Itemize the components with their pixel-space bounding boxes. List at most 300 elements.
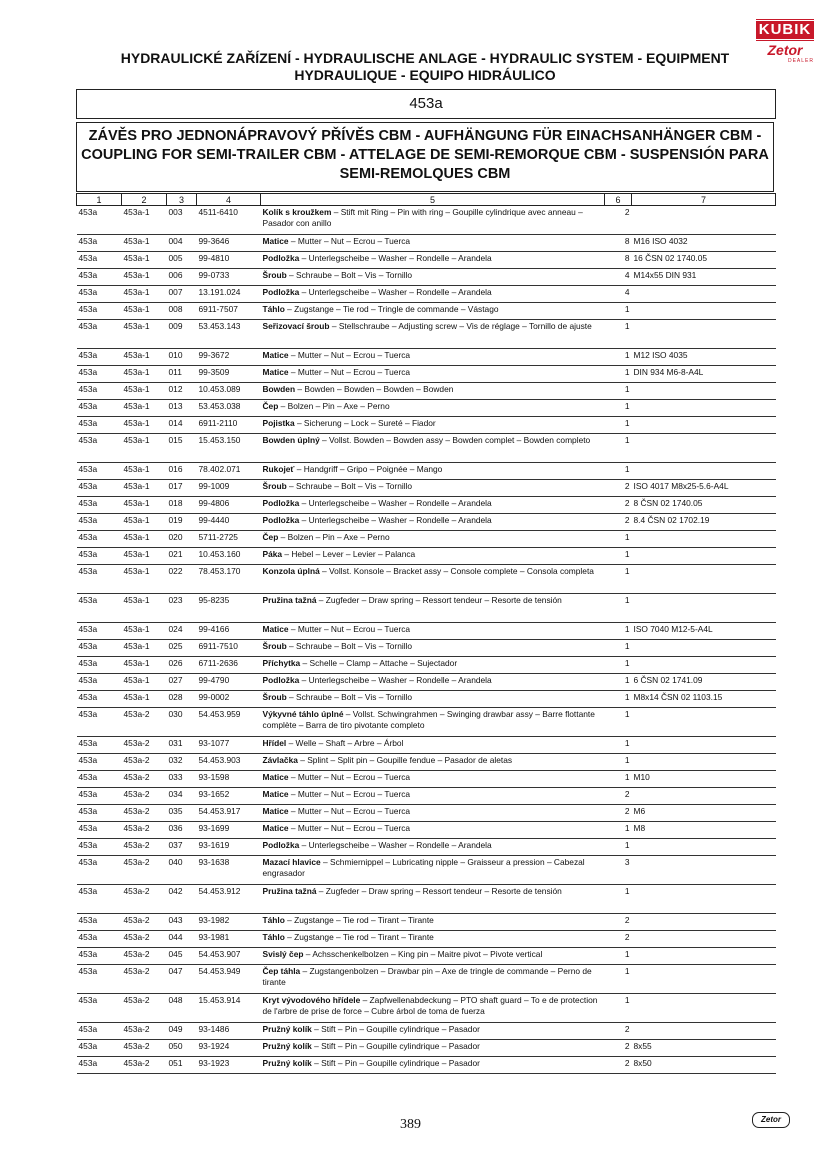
cell-qty: 1 (605, 531, 632, 548)
cell-c3: 024 (167, 623, 197, 640)
cell-c3: 044 (167, 931, 197, 948)
part-name: Svislý čep (262, 949, 304, 959)
cell-qty: 1 (605, 383, 632, 400)
cell-c3: 004 (167, 235, 197, 252)
cell-note (632, 994, 776, 1023)
table-body (77, 206, 776, 1074)
table-row (77, 691, 776, 708)
part-name: Kryt vývodového hřídele (262, 995, 361, 1005)
cell-c4: 10.453.160 (197, 548, 261, 565)
cell-c2: 453a-1 (122, 674, 167, 691)
part-name: Táhlo (262, 932, 285, 942)
cell-c3: 032 (167, 754, 197, 771)
cell-note (632, 965, 776, 994)
cell-note: ISO 4017 M8x25-5.6-A4L (632, 480, 776, 497)
cell-description (261, 1023, 605, 1040)
cell-note (632, 320, 776, 349)
cell-note (632, 737, 776, 754)
table-row (77, 931, 776, 948)
cell-note (632, 839, 776, 856)
cell-c3: 048 (167, 994, 197, 1023)
table-row (77, 1023, 776, 1040)
cell-qty: 2 (605, 1057, 632, 1074)
cell-qty: 1 (605, 839, 632, 856)
cell-c1: 453a (77, 286, 122, 303)
cell-description (261, 434, 605, 463)
cell-c4: 93-1598 (197, 771, 261, 788)
cell-c4: 54.453.907 (197, 948, 261, 965)
table-row (77, 754, 776, 771)
part-name: Podložka (262, 675, 300, 685)
cell-description (261, 463, 605, 480)
cell-c1: 453a (77, 1057, 122, 1074)
part-name: Bowden (262, 384, 296, 394)
cell-c3: 012 (167, 383, 197, 400)
cell-c3: 003 (167, 206, 197, 235)
cell-c4: 93-1077 (197, 737, 261, 754)
part-translations: – Hebel – Lever – Levier – Palanca (282, 549, 416, 559)
cell-c1: 453a (77, 269, 122, 286)
cell-note (632, 531, 776, 548)
cell-note: 8x55 (632, 1040, 776, 1057)
cell-c3: 035 (167, 805, 197, 822)
table-row (77, 737, 776, 754)
cell-description (261, 480, 605, 497)
cell-c4: 99-0733 (197, 269, 261, 286)
table-row (77, 497, 776, 514)
cell-c4: 53.453.038 (197, 400, 261, 417)
cell-description (261, 805, 605, 822)
cell-qty: 1 (605, 400, 632, 417)
part-translations: – Unterlegscheibe – Washer – Rondelle – Arandela (299, 253, 492, 263)
cell-c1: 453a (77, 657, 122, 674)
cell-c1: 453a (77, 531, 122, 548)
part-translations: – Schraube – Bolt – Vis – Tornillo (286, 270, 413, 280)
cell-c1: 453a (77, 994, 122, 1023)
part-name: Matice (262, 624, 289, 634)
cell-c4: 78.402.071 (197, 463, 261, 480)
cell-c2: 453a-2 (122, 856, 167, 885)
cell-note: 8x50 (632, 1057, 776, 1074)
part-translations: – Stift – Pin – Goupille cylindrique – Pasador (311, 1024, 480, 1034)
part-name: Podložka (262, 515, 300, 525)
table-row (77, 623, 776, 640)
table-row (77, 531, 776, 548)
cell-qty: 2 (605, 206, 632, 235)
part-translations: – Handgriff – Gripo – Poignée – Mango (294, 464, 443, 474)
cell-qty: 2 (605, 497, 632, 514)
cell-description (261, 914, 605, 931)
cell-c1: 453a (77, 548, 122, 565)
cell-c1: 453a (77, 771, 122, 788)
part-translations: – Mutter – Nut – Ecrou – Tuerca (288, 236, 411, 246)
table-row (77, 320, 776, 349)
cell-c2: 453a-1 (122, 303, 167, 320)
table-row (77, 565, 776, 594)
cell-note (632, 914, 776, 931)
cell-c2: 453a-1 (122, 691, 167, 708)
cell-c3: 023 (167, 594, 197, 623)
cell-note (632, 1023, 776, 1040)
cell-qty: 1 (605, 565, 632, 594)
cell-description (261, 269, 605, 286)
cell-c4: 93-1652 (197, 788, 261, 805)
cell-description (261, 948, 605, 965)
cell-c1: 453a (77, 737, 122, 754)
cell-c2: 453a-2 (122, 839, 167, 856)
cell-c1: 453a (77, 931, 122, 948)
cell-note (632, 640, 776, 657)
section-title (76, 122, 774, 192)
part-translations: – Zugstange – Tie rod – Tirant – Tirante (284, 932, 434, 942)
cell-c1: 453a (77, 383, 122, 400)
cell-c2: 453a-1 (122, 400, 167, 417)
cell-description (261, 708, 605, 737)
cell-c2: 453a-1 (122, 548, 167, 565)
page-header (60, 50, 790, 84)
table-row (77, 805, 776, 822)
part-name: Matice (262, 806, 289, 816)
cell-c2: 453a-2 (122, 965, 167, 994)
part-name: Konzola úplná (262, 566, 320, 576)
cell-c1: 453a (77, 788, 122, 805)
cell-c1: 453a (77, 235, 122, 252)
part-translations: – Achsschenkelbolzen – King pin – Maitre pivot – Pivote vertical (303, 949, 543, 959)
part-translations: – Unterlegscheibe – Washer – Rondelle – Arandela (299, 287, 492, 297)
part-name: Matice (262, 823, 289, 833)
cell-c2: 453a-1 (122, 366, 167, 383)
cell-c1: 453a (77, 839, 122, 856)
part-name: Pružný kolík (262, 1041, 312, 1051)
part-name: Kolík s kroužkem (262, 207, 332, 217)
part-translations: – Stift – Pin – Goupille cylindrique – Pasador (311, 1058, 480, 1068)
logo-sub: Zetor (767, 42, 803, 58)
cell-note (632, 383, 776, 400)
cell-c1: 453a (77, 480, 122, 497)
part-translations: – Mutter – Nut – Ecrou – Tuerca (288, 789, 411, 799)
header-line1: HYDRAULICKÉ ZAŘÍZENÍ - HYDRAULISCHE ANLAGE - HYDRAULIC SYSTEM - EQUIPMENT (120, 50, 730, 66)
part-name: Seřizovací šroub (262, 321, 330, 331)
part-translations: – Bolzen – Pin – Axe – Perno (278, 532, 390, 542)
table-row (77, 788, 776, 805)
cell-c3: 009 (167, 320, 197, 349)
cell-qty: 1 (605, 463, 632, 480)
cell-description (261, 885, 605, 914)
cell-description (261, 994, 605, 1023)
part-translations: – Sicherung – Lock – Sureté – Fiador (294, 418, 436, 428)
cell-description (261, 931, 605, 948)
cell-c2: 453a-2 (122, 914, 167, 931)
cell-description (261, 771, 605, 788)
cell-description (261, 417, 605, 434)
part-name: Podložka (262, 287, 300, 297)
cell-c4: 93-1924 (197, 1040, 261, 1057)
col-header: 6 (605, 194, 632, 206)
cell-description (261, 320, 605, 349)
cell-qty: 2 (605, 805, 632, 822)
cell-qty: 1 (605, 303, 632, 320)
cell-qty: 2 (605, 914, 632, 931)
cell-c4: 6711-2636 (197, 657, 261, 674)
cell-c4: 99-3672 (197, 349, 261, 366)
table-row (77, 463, 776, 480)
part-translations: – Stellschraube – Adjusting screw – Vis de réglage – Tornillo de ajuste (329, 321, 592, 331)
table-row (77, 1040, 776, 1057)
cell-c1: 453a (77, 400, 122, 417)
table-row (77, 965, 776, 994)
cell-note: 8 ČSN 02 1740.05 (632, 497, 776, 514)
cell-note (632, 708, 776, 737)
part-name: Hřídel (262, 738, 287, 748)
cell-c2: 453a-1 (122, 349, 167, 366)
part-name: Čep (262, 532, 279, 542)
cell-c3: 010 (167, 349, 197, 366)
cell-c4: 54.453.949 (197, 965, 261, 994)
cell-c1: 453a (77, 640, 122, 657)
table-row (77, 657, 776, 674)
cell-c3: 051 (167, 1057, 197, 1074)
cell-c2: 453a-1 (122, 497, 167, 514)
cell-c2: 453a-2 (122, 822, 167, 839)
part-translations: – Vollst. Bowden – Bowden assy – Bowden complet – Bowden completo (319, 435, 591, 445)
cell-c4: 99-4810 (197, 252, 261, 269)
part-translations: – Unterlegscheibe – Washer – Rondelle – Arandela (299, 675, 492, 685)
cell-c4: 54.453.912 (197, 885, 261, 914)
table-row (77, 548, 776, 565)
cell-qty: 1 (605, 349, 632, 366)
title-line2: COUPLING FOR SEMI-TRAILER CBM - ATTELAGE DE SEMI-REMORQUE CBM - SUSPENSIÓN PARA (81, 147, 769, 163)
cell-description (261, 383, 605, 400)
cell-c2: 453a-1 (122, 417, 167, 434)
cell-c2: 453a-1 (122, 206, 167, 235)
part-translations: – Unterlegscheibe – Washer – Rondelle – Arandela (299, 515, 492, 525)
part-translations: – Vollst. Schwingrahmen – Swinging drawbar assy – Barre flottante complète – Barra de tiro pivotante completo (262, 709, 595, 730)
part-translations: – Zugfeder – Draw spring – Ressort tendeur – Resorte de tensión (316, 886, 562, 896)
part-name: Podložka (262, 840, 300, 850)
table-row (77, 839, 776, 856)
cell-c3: 017 (167, 480, 197, 497)
cell-qty: 1 (605, 771, 632, 788)
cell-c1: 453a (77, 965, 122, 994)
cell-note: M12 ISO 4035 (632, 349, 776, 366)
part-name: Čep (262, 401, 279, 411)
cell-c1: 453a (77, 417, 122, 434)
title-line1: ZÁVĚS PRO JEDNONÁPRAVOVÝ PŘÍVĚS CBM - AUFHÄNGUNG FÜR EINACHSANHÄNGER CBM - (88, 128, 762, 144)
cell-c4: 99-4440 (197, 514, 261, 531)
cell-c1: 453a (77, 497, 122, 514)
cell-c2: 453a-2 (122, 788, 167, 805)
cell-c3: 026 (167, 657, 197, 674)
cell-c3: 043 (167, 914, 197, 931)
cell-c3: 005 (167, 252, 197, 269)
table-row (77, 349, 776, 366)
cell-note (632, 657, 776, 674)
cell-c1: 453a (77, 822, 122, 839)
cell-description (261, 303, 605, 320)
part-name: Matice (262, 350, 289, 360)
cell-c3: 025 (167, 640, 197, 657)
cell-description (261, 623, 605, 640)
cell-description (261, 594, 605, 623)
logo-tag: DEALER (787, 58, 814, 64)
table-row (77, 708, 776, 737)
part-name: Táhlo (262, 915, 285, 925)
cell-c4: 99-4166 (197, 623, 261, 640)
table-row (77, 885, 776, 914)
cell-c3: 016 (167, 463, 197, 480)
cell-c3: 013 (167, 400, 197, 417)
cell-description (261, 206, 605, 235)
cell-description (261, 548, 605, 565)
cell-description (261, 691, 605, 708)
cell-c1: 453a (77, 885, 122, 914)
cell-qty: 1 (605, 737, 632, 754)
cell-note: 6 ČSN 02 1741.09 (632, 674, 776, 691)
cell-description (261, 366, 605, 383)
cell-note (632, 548, 776, 565)
cell-qty: 1 (605, 320, 632, 349)
col-header: 1 (77, 194, 122, 206)
cell-c3: 021 (167, 548, 197, 565)
table-row (77, 856, 776, 885)
cell-note (632, 463, 776, 480)
cell-c4: 93-1619 (197, 839, 261, 856)
cell-qty: 2 (605, 931, 632, 948)
table-row (77, 206, 776, 235)
part-name: Matice (262, 367, 289, 377)
cell-c2: 453a-1 (122, 623, 167, 640)
table-row (77, 914, 776, 931)
cell-qty: 1 (605, 594, 632, 623)
cell-c1: 453a (77, 1040, 122, 1057)
cell-c1: 453a (77, 463, 122, 480)
table-row (77, 771, 776, 788)
cell-note (632, 303, 776, 320)
cell-c4: 95-8235 (197, 594, 261, 623)
cell-c4: 93-1699 (197, 822, 261, 839)
cell-c2: 453a-2 (122, 948, 167, 965)
cell-qty: 3 (605, 856, 632, 885)
cell-c1: 453a (77, 565, 122, 594)
cell-c3: 022 (167, 565, 197, 594)
part-name: Příchytka (262, 658, 301, 668)
table-row (77, 366, 776, 383)
cell-c2: 453a-2 (122, 885, 167, 914)
cell-c2: 453a-2 (122, 931, 167, 948)
cell-c1: 453a (77, 206, 122, 235)
cell-qty: 1 (605, 708, 632, 737)
cell-qty: 1 (605, 417, 632, 434)
cell-c4: 15.453.150 (197, 434, 261, 463)
cell-description (261, 965, 605, 994)
cell-qty: 1 (605, 434, 632, 463)
part-translations: – Schraube – Bolt – Vis – Tornillo (286, 641, 413, 651)
cell-qty: 1 (605, 965, 632, 994)
part-translations: – Mutter – Nut – Ecrou – Tuerca (288, 350, 411, 360)
cell-c2: 453a-1 (122, 514, 167, 531)
cell-description (261, 514, 605, 531)
cell-qty: 2 (605, 1040, 632, 1057)
cell-c2: 453a-2 (122, 737, 167, 754)
cell-note (632, 788, 776, 805)
cell-note (632, 286, 776, 303)
cell-c1: 453a (77, 1023, 122, 1040)
col-header: 2 (122, 194, 167, 206)
cell-c2: 453a-1 (122, 565, 167, 594)
cell-c3: 015 (167, 434, 197, 463)
cell-note: M8 (632, 822, 776, 839)
cell-description (261, 640, 605, 657)
table-row (77, 383, 776, 400)
cell-qty: 2 (605, 514, 632, 531)
cell-description (261, 839, 605, 856)
cell-qty: 8 (605, 235, 632, 252)
part-name: Táhlo (262, 304, 285, 314)
header-line2: HYDRAULIQUE - EQUIPO HIDRÁULICO (294, 67, 556, 83)
cell-c4: 99-0002 (197, 691, 261, 708)
cell-qty: 2 (605, 788, 632, 805)
part-name: Čep táhla (262, 966, 301, 976)
cell-c4: 5711-2725 (197, 531, 261, 548)
cell-c4: 93-1923 (197, 1057, 261, 1074)
cell-c2: 453a-1 (122, 235, 167, 252)
cell-c4: 53.453.143 (197, 320, 261, 349)
cell-qty: 1 (605, 994, 632, 1023)
part-name: Výkyvné táhlo úplné (262, 709, 344, 719)
zetor-footer-logo: Zetor (752, 1112, 790, 1128)
table-row (77, 1057, 776, 1074)
cell-qty: 1 (605, 640, 632, 657)
cell-note (632, 400, 776, 417)
cell-qty: 1 (605, 822, 632, 839)
cell-c4: 54.453.959 (197, 708, 261, 737)
section-code: 453a (76, 89, 776, 119)
table-row (77, 286, 776, 303)
cell-c2: 453a-1 (122, 383, 167, 400)
cell-c3: 042 (167, 885, 197, 914)
cell-c1: 453a (77, 594, 122, 623)
part-name: Šroub (262, 641, 287, 651)
cell-c2: 453a-1 (122, 252, 167, 269)
cell-c3: 050 (167, 1040, 197, 1057)
col-header: 7 (632, 194, 776, 206)
cell-note (632, 434, 776, 463)
part-translations: – Vollst. Konsole – Bracket assy – Console complete – Consola completa (319, 566, 594, 576)
part-translations: – Bowden – Bowden – Bowden – Bowden (295, 384, 454, 394)
cell-c1: 453a (77, 691, 122, 708)
part-name: Závlačka (262, 755, 298, 765)
table-row (77, 417, 776, 434)
cell-qty: 1 (605, 548, 632, 565)
cell-c4: 6911-7507 (197, 303, 261, 320)
cell-c1: 453a (77, 514, 122, 531)
cell-c2: 453a-1 (122, 531, 167, 548)
part-translations: – Zugstangenbolzen – Drawbar pin – Axe de tringle de commande – Perno de tirante (262, 966, 592, 987)
cell-c1: 453a (77, 303, 122, 320)
cell-c2: 453a-2 (122, 708, 167, 737)
cell-c3: 036 (167, 822, 197, 839)
part-name: Rukojeť (262, 464, 295, 474)
cell-note: M16 ISO 4032 (632, 235, 776, 252)
cell-qty: 1 (605, 366, 632, 383)
cell-note (632, 885, 776, 914)
cell-qty: 1 (605, 674, 632, 691)
cell-description (261, 235, 605, 252)
cell-c1: 453a (77, 434, 122, 463)
cell-c4: 99-3646 (197, 235, 261, 252)
cell-description (261, 565, 605, 594)
cell-note (632, 856, 776, 885)
